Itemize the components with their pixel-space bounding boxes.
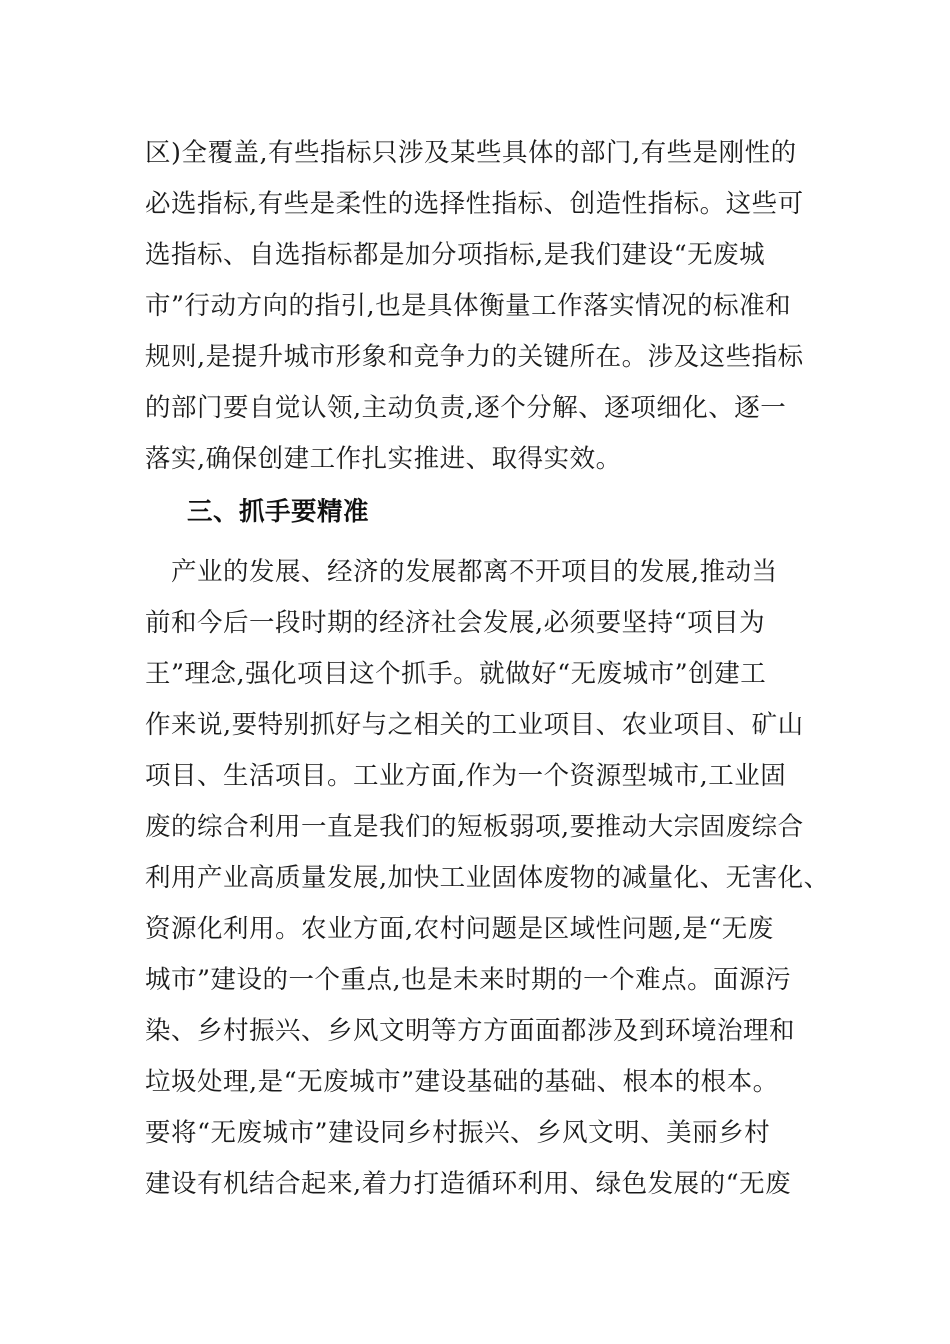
text-line: 前和今后一段时期的经济社会发展,必须要坚持“项目为 <box>145 608 766 638</box>
text-line: 的部门要自觉认领,主动负责,逐个分解、逐项细化、逐一 <box>145 393 787 423</box>
text-line: 落实,确保创建工作扎实推进、取得实效。 <box>145 444 622 474</box>
text-line: 作来说,要特别抓好与之相关的工业项目、农业项目、矿山 <box>145 710 804 740</box>
paragraph-indicators <box>145 128 825 485</box>
text-line: 建设有机结合起来,着力打造循环利用、绿色发展的“无废 <box>145 1169 792 1199</box>
text-line: 市”行动方向的指引,也是具体衡量工作落实情况的标准和 <box>145 291 792 321</box>
text-line: 废的综合利用一直是我们的短板弱项,要推动大宗固废综合 <box>145 812 804 842</box>
text-line: 项目、生活项目。工业方面,作为一个资源型城市,工业固 <box>145 761 787 791</box>
section-heading: 三、抓手要精准 <box>187 497 370 527</box>
text-line: 产业的发展、经济的发展都离不开项目的发展,推动当 <box>145 557 778 587</box>
text-line: 规则,是提升城市形象和竞争力的关键所在。涉及这些指标 <box>145 342 804 372</box>
text-line: 垃圾处理,是“无废城市”建设基础的基础、根本的根本。 <box>145 1067 779 1097</box>
text-line: 必选指标,有些是柔性的选择性指标、创造性指标。这些可 <box>145 189 804 219</box>
text-line: 染、乡村振兴、乡风文明等方方面面都涉及到环境治理和 <box>145 1016 796 1046</box>
text-line: 城市”建设的一个重点,也是未来时期的一个难点。面源污 <box>145 965 792 995</box>
text-line: 区)全覆盖,有些指标只涉及某些具体的部门,有些是刚性的 <box>145 138 797 168</box>
paragraph-projects <box>145 547 830 1210</box>
text-line: 王”理念,强化项目这个抓手。就做好“无废城市”创建工 <box>145 659 767 689</box>
text-line: 资源化利用。农业方面,农村问题是区域性问题,是“无废 <box>145 914 774 944</box>
text-line: 选指标、自选指标都是加分项指标,是我们建设“无废城 <box>145 240 766 270</box>
text-line: 利用产业高质量发展,加快工业固体废物的减量化、无害化、 <box>145 863 830 893</box>
text-line: 要将“无废城市”建设同乡村振兴、乡风文明、美丽乡村 <box>145 1118 771 1148</box>
